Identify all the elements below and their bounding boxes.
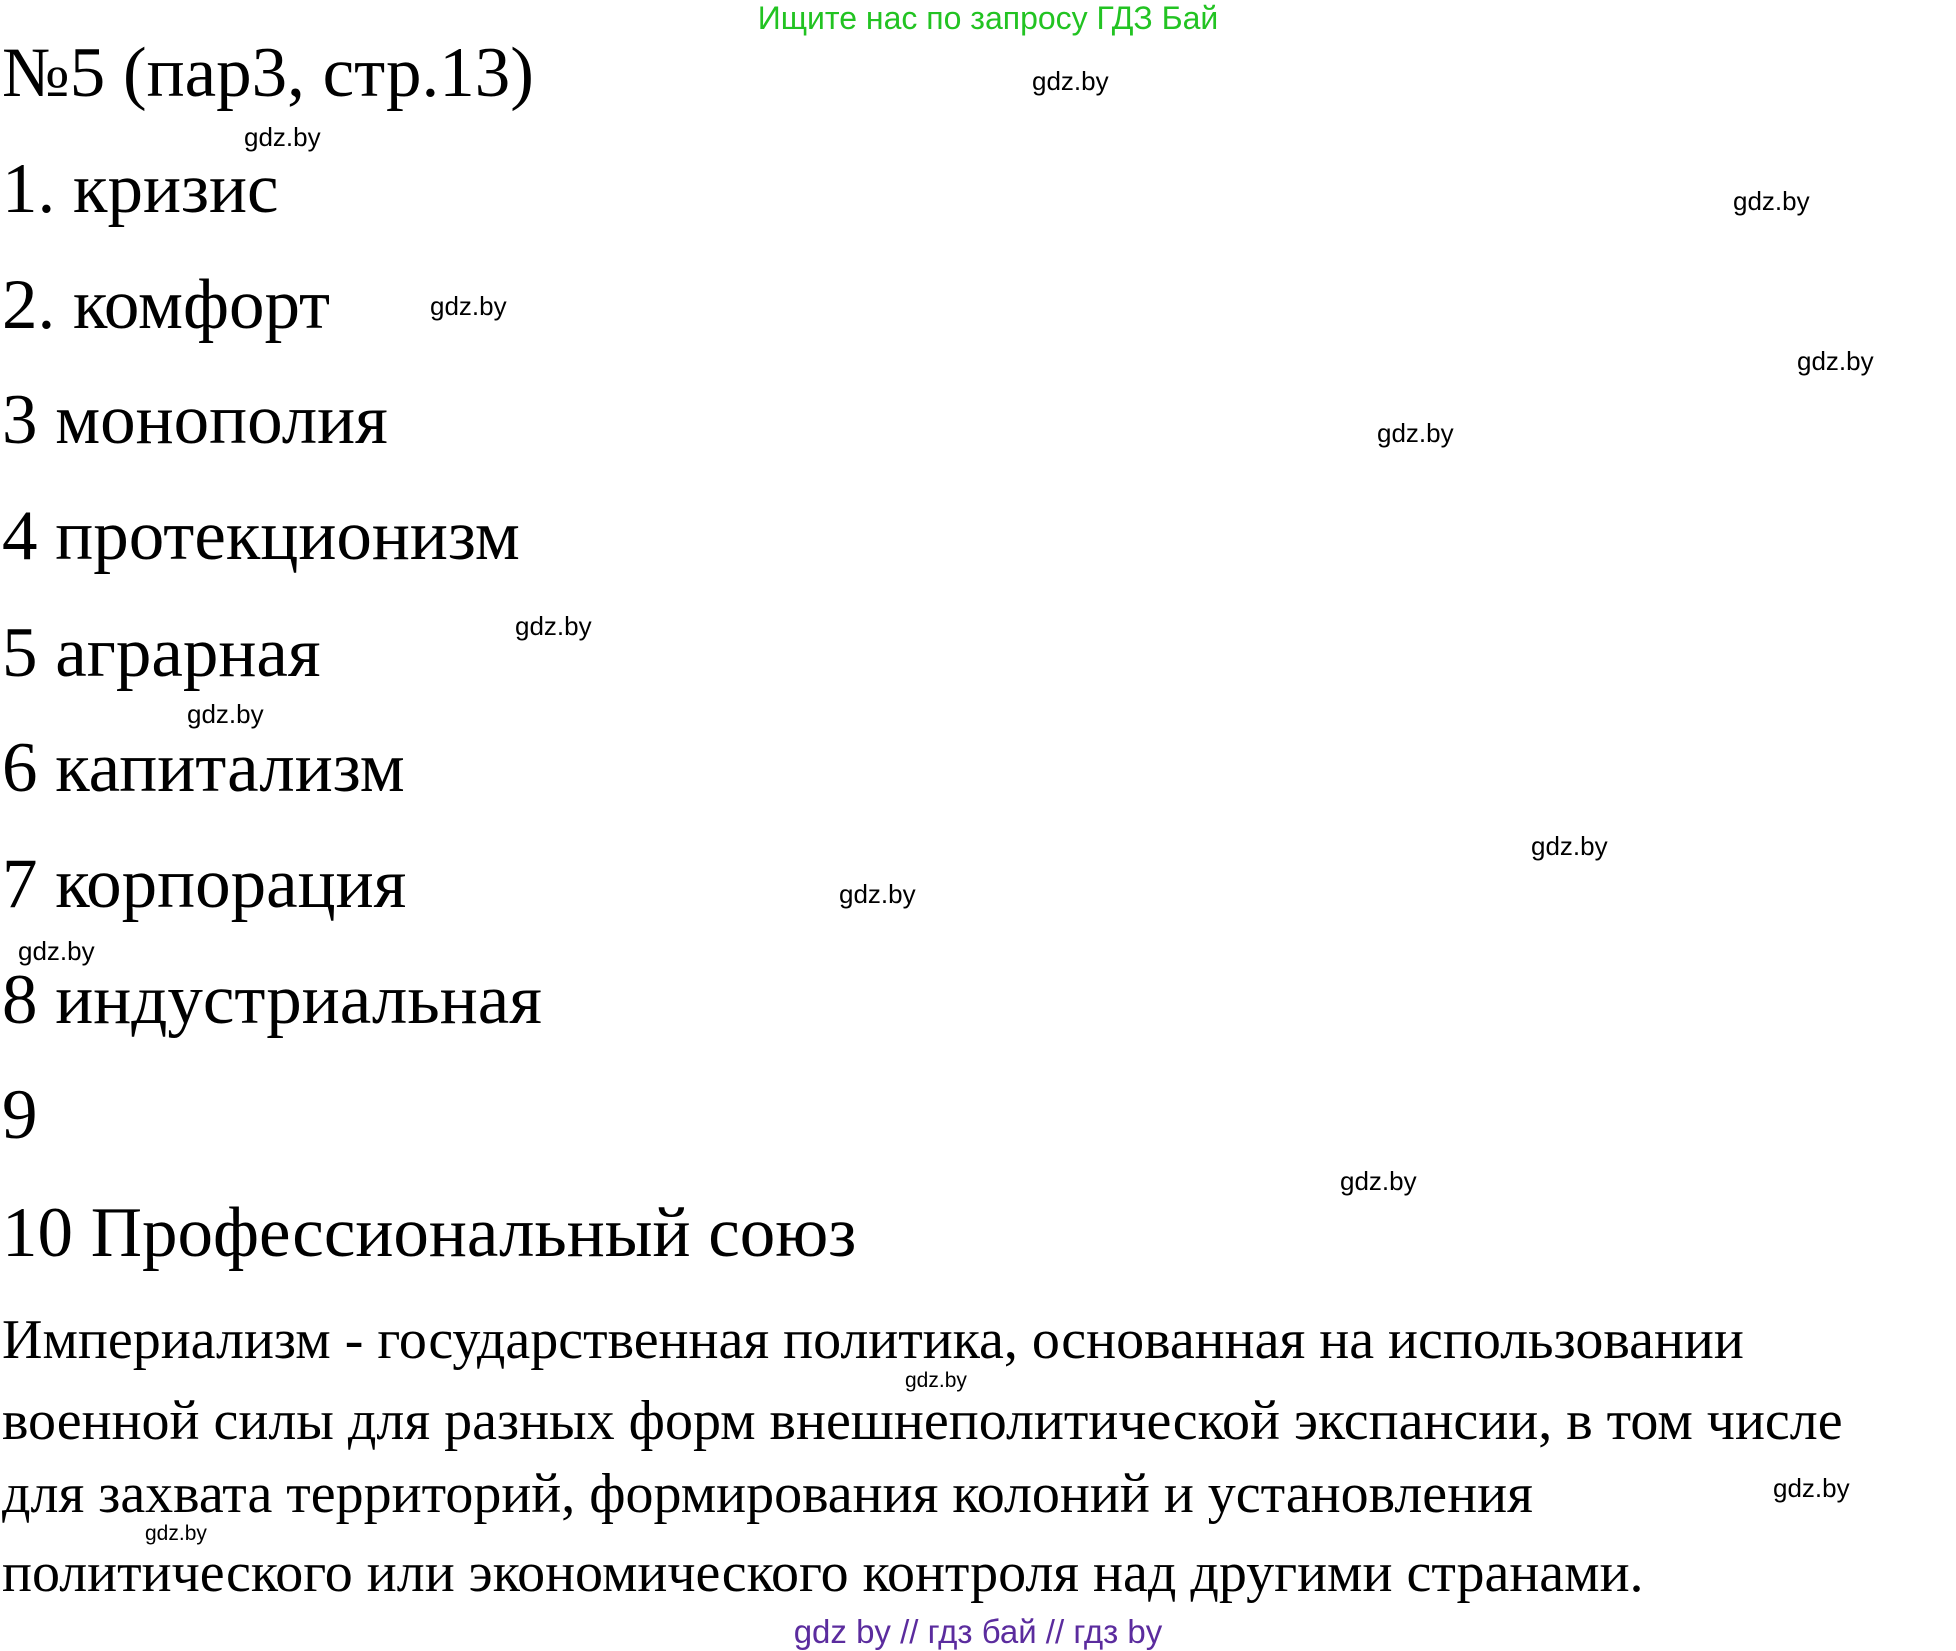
answer-9: 9 xyxy=(2,1076,38,1154)
answer-4: 4 протекционизм xyxy=(2,497,520,575)
answer-6: 6 капитализм xyxy=(2,729,405,807)
watermark: gdz.by xyxy=(18,936,95,966)
watermark: gdz.by xyxy=(515,611,592,641)
watermark: gdz.by xyxy=(1377,418,1454,448)
answer-10: 10 Профессиональный союз xyxy=(2,1194,857,1272)
footer-links: gdz by // гдз бай // гдз by xyxy=(793,1613,1163,1650)
watermark: gdz.by xyxy=(839,879,916,909)
watermark: gdz.by xyxy=(430,291,507,321)
watermark: gdz.by xyxy=(1797,346,1874,376)
watermark: gdz.by xyxy=(1773,1473,1850,1503)
watermark: gdz.by xyxy=(905,1369,967,1392)
watermark: gdz.by xyxy=(1340,1166,1417,1196)
answer-3: 3 монополия xyxy=(2,381,388,459)
watermark: gdz.by xyxy=(187,699,264,729)
definition-line-4: политического или экономического контроля над другими странами. xyxy=(2,1542,1644,1604)
page-title: №5 (пар3, стр.13) xyxy=(2,34,534,112)
watermark: gdz.by xyxy=(1531,831,1608,861)
watermark: gdz.by xyxy=(1032,66,1109,96)
answer-2: 2. комфорт xyxy=(2,266,331,344)
search-banner: Ищите нас по запросу ГДЗ Бай xyxy=(757,0,1219,36)
answer-7: 7 корпорация xyxy=(2,845,407,923)
definition-line-2: военной силы для разных форм внешнеполитической экспансии, в том числе xyxy=(2,1390,1843,1452)
watermark: gdz.by xyxy=(1733,186,1810,216)
watermark: gdz.by xyxy=(145,1522,207,1545)
watermark: gdz.by xyxy=(244,122,321,152)
answer-1: 1. кризис xyxy=(2,150,279,228)
definition-line-1: Империализм - государственная политика, основанная на использовании xyxy=(2,1309,1744,1371)
answer-5: 5 аграрная xyxy=(2,614,321,692)
answer-8: 8 индустриальная xyxy=(2,961,542,1039)
definition-line-3: для захвата территорий, формирования колоний и установления xyxy=(2,1463,1533,1525)
